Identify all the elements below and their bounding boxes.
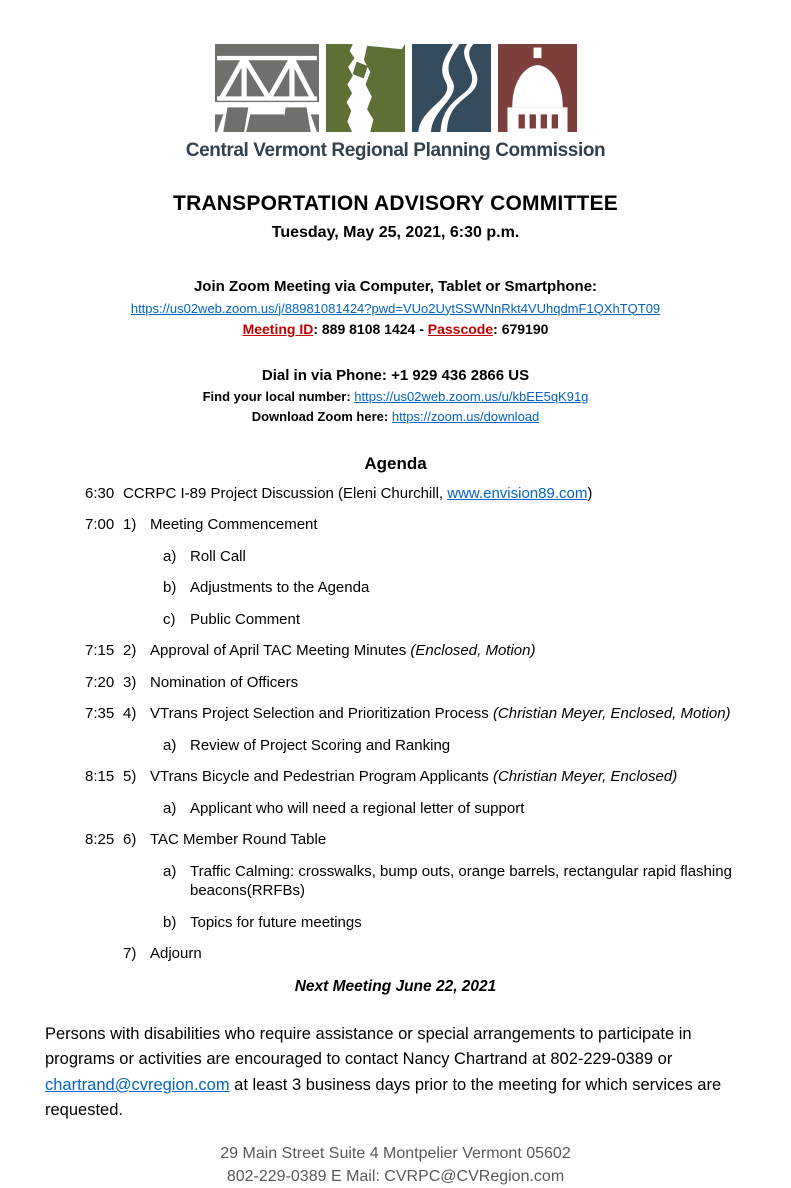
text-segment: Adjustments to the Agenda xyxy=(190,579,370,597)
agenda-text xyxy=(150,944,746,964)
agenda-text xyxy=(190,736,746,756)
text-segment: VTrans Bicycle and Pedestrian Program Applicants xyxy=(150,768,493,786)
zoom-info xyxy=(0,276,791,340)
agenda-time: 7:15 xyxy=(85,642,115,660)
agenda-item-body xyxy=(123,704,746,724)
text-segment: (Christian Meyer, Enclosed, Motion) xyxy=(492,705,731,723)
agenda-time xyxy=(85,913,123,933)
download-label: Download Zoom here: xyxy=(251,409,392,425)
agenda-item xyxy=(85,484,746,504)
text-segment: Topics for future meetings xyxy=(190,913,362,931)
agenda-item-body xyxy=(163,913,746,933)
agenda-text xyxy=(150,704,746,724)
agenda-text xyxy=(190,578,746,598)
text-segment: Traffic Calming: crosswalks, bump outs, orange barrels, rectangular rapid flashing beacons(RRFBs) xyxy=(190,862,732,900)
agenda-item xyxy=(85,578,746,598)
join-url-line xyxy=(0,299,791,319)
join-heading: Join Zoom Meeting via Computer, Tablet or Smartphone: xyxy=(193,278,598,295)
agenda-item-body xyxy=(163,799,746,819)
agenda-marker: 1) xyxy=(123,516,137,534)
capitol-dome-icon xyxy=(498,44,577,132)
agenda-marker: b) xyxy=(163,579,177,597)
download-zoom-link[interactable]: https://zoom.us/download xyxy=(391,409,540,425)
agenda-time xyxy=(85,944,123,964)
agenda-time xyxy=(85,547,123,567)
agenda-list xyxy=(0,484,791,964)
agenda-marker: b) xyxy=(163,913,177,931)
find-local-link[interactable]: https://us02web.zoom.us/u/kbEE5qK91g xyxy=(354,389,589,405)
text-segment: Approval of April TAC Meeting Minutes xyxy=(150,642,411,660)
agenda-item xyxy=(85,944,746,964)
find-local-line xyxy=(0,387,791,407)
footer-address: 29 Main Street Suite 4 Montpelier Vermont 05602 xyxy=(220,1144,571,1162)
agenda-text xyxy=(190,547,746,567)
text-segment: Roll Call xyxy=(190,547,246,565)
meeting-datetime: Tuesday, May 25, 2021, 6:30 p.m. xyxy=(271,224,520,241)
passcode-value: : 679190 xyxy=(493,321,549,337)
text-segment: (Christian Meyer, Enclosed) xyxy=(492,768,678,786)
agenda-item-body xyxy=(123,767,746,787)
page-footer xyxy=(0,1142,791,1188)
hyperlink[interactable]: chartrand@cvregion.com xyxy=(45,1075,230,1094)
agenda-item xyxy=(85,862,746,901)
find-local-label: Find your local number: xyxy=(202,389,355,405)
agenda-text xyxy=(190,913,746,933)
agenda-text xyxy=(190,799,746,819)
hyperlink[interactable]: www.envision89.com xyxy=(447,484,588,502)
agenda-time xyxy=(85,862,123,901)
agenda-time xyxy=(85,578,123,598)
agenda-item xyxy=(85,641,746,661)
text-segment: CCRPC I-89 Project Discussion (Eleni Churchill, xyxy=(123,484,448,502)
passcode-label: Passcode xyxy=(427,321,494,337)
agenda-marker: 2) xyxy=(123,642,137,660)
agenda-time: 7:00 xyxy=(85,516,115,534)
text-segment: Applicant who will need a regional letter of support xyxy=(190,799,525,817)
logo-tiles xyxy=(218,44,574,132)
agenda-text xyxy=(150,767,746,787)
agenda-item-body xyxy=(123,641,746,661)
agenda-marker: a) xyxy=(163,799,177,817)
agenda-item xyxy=(85,913,746,933)
text-segment: Review of Project Scoring and Ranking xyxy=(190,736,451,754)
next-meeting-note: Next Meeting June 22, 2021 xyxy=(294,977,497,995)
agenda-item xyxy=(85,610,746,630)
logo-caption: Central Vermont Regional Planning Commission xyxy=(185,140,606,161)
agenda-marker: 7) xyxy=(123,945,137,963)
text-segment: VTrans Project Selection and Prioritization Process xyxy=(150,705,493,723)
winding-road-icon xyxy=(412,44,491,132)
page-title: TRANSPORTATION ADVISORY COMMITTEE xyxy=(173,192,618,215)
agenda-text xyxy=(190,610,746,630)
vermont-state-icon xyxy=(326,44,405,132)
agenda-item xyxy=(85,799,746,819)
agenda-item-body xyxy=(123,830,746,850)
agenda-time: 7:20 xyxy=(85,673,115,691)
agenda-time: 8:25 xyxy=(85,831,115,849)
meeting-id-label: Meeting ID xyxy=(242,321,314,337)
agenda-marker: a) xyxy=(163,736,177,754)
agenda-text xyxy=(150,830,746,850)
meeting-id-value: : 889 8108 1424 - xyxy=(313,321,428,337)
agenda-item xyxy=(85,547,746,567)
agenda-time xyxy=(85,736,123,756)
agenda-text xyxy=(150,641,746,661)
meeting-id-line xyxy=(0,319,791,340)
agenda-item-body xyxy=(163,578,746,598)
agenda-marker: a) xyxy=(163,862,177,880)
agenda-marker: 4) xyxy=(123,705,137,723)
agenda-item xyxy=(85,704,746,724)
agenda-heading: Agenda xyxy=(364,453,427,473)
text-segment: (Enclosed, Motion) xyxy=(410,642,536,660)
agenda-time: 6:30 xyxy=(85,484,115,502)
phone-info xyxy=(0,364,791,428)
agenda-item xyxy=(85,830,746,850)
text-segment: Adjourn xyxy=(150,945,202,963)
agenda-text xyxy=(190,862,746,901)
agenda-text xyxy=(123,484,746,504)
truss-bridge-icon xyxy=(215,44,319,132)
text-segment: Persons with disabilities who require assistance or special arrangements to participate in programs or activities are encouraged to contact Nancy Chartrand at 802-229-0389 or xyxy=(45,1024,692,1069)
agenda-marker: 6) xyxy=(123,831,137,849)
text-segment: Public Comment xyxy=(190,610,301,628)
dial-in-line: Dial in via Phone: +1 929 436 2866 US xyxy=(261,367,530,384)
agenda-item xyxy=(85,515,746,535)
cvrpc-logo xyxy=(0,44,791,162)
zoom-meeting-link[interactable]: https://us02web.zoom.us/j/88981081424?pwd=VUo2UytSSWNnRkt4VUhqdmF1QXhTQT09 xyxy=(130,300,661,316)
agenda-marker: a) xyxy=(163,547,177,565)
agenda-marker: 3) xyxy=(123,673,137,691)
agenda-time xyxy=(85,610,123,630)
download-line xyxy=(0,407,791,427)
text-segment: at least 3 business days prior to the meeting for which services are requested. xyxy=(45,1075,722,1120)
agenda-item xyxy=(85,767,746,787)
agenda-item xyxy=(85,736,746,756)
agenda-item-body xyxy=(123,673,746,693)
agenda-item-body xyxy=(123,484,746,504)
agenda-marker: c) xyxy=(163,610,176,628)
agenda-time: 8:15 xyxy=(85,768,115,786)
agenda-item-body xyxy=(163,547,746,567)
agenda-item-body xyxy=(163,610,746,630)
agenda-text xyxy=(150,515,746,535)
agenda-item-body xyxy=(123,515,746,535)
footer-contact: 802-229-0389 E Mail: CVRPC@CVRegion.com xyxy=(226,1167,565,1185)
text-segment: Meeting Commencement xyxy=(150,516,318,534)
agenda-item-body xyxy=(163,736,746,756)
agenda-item xyxy=(85,673,746,693)
text-segment: Nomination of Officers xyxy=(150,673,299,691)
agenda-text xyxy=(150,673,746,693)
text-segment: ) xyxy=(587,484,593,502)
agenda-item-body xyxy=(163,862,746,901)
agenda-item-body xyxy=(123,944,746,964)
agenda-marker: 5) xyxy=(123,768,137,786)
text-segment: TAC Member Round Table xyxy=(150,831,327,849)
agenda-time: 7:35 xyxy=(85,705,115,723)
accessibility-note xyxy=(45,1022,746,1124)
agenda-time xyxy=(85,799,123,819)
